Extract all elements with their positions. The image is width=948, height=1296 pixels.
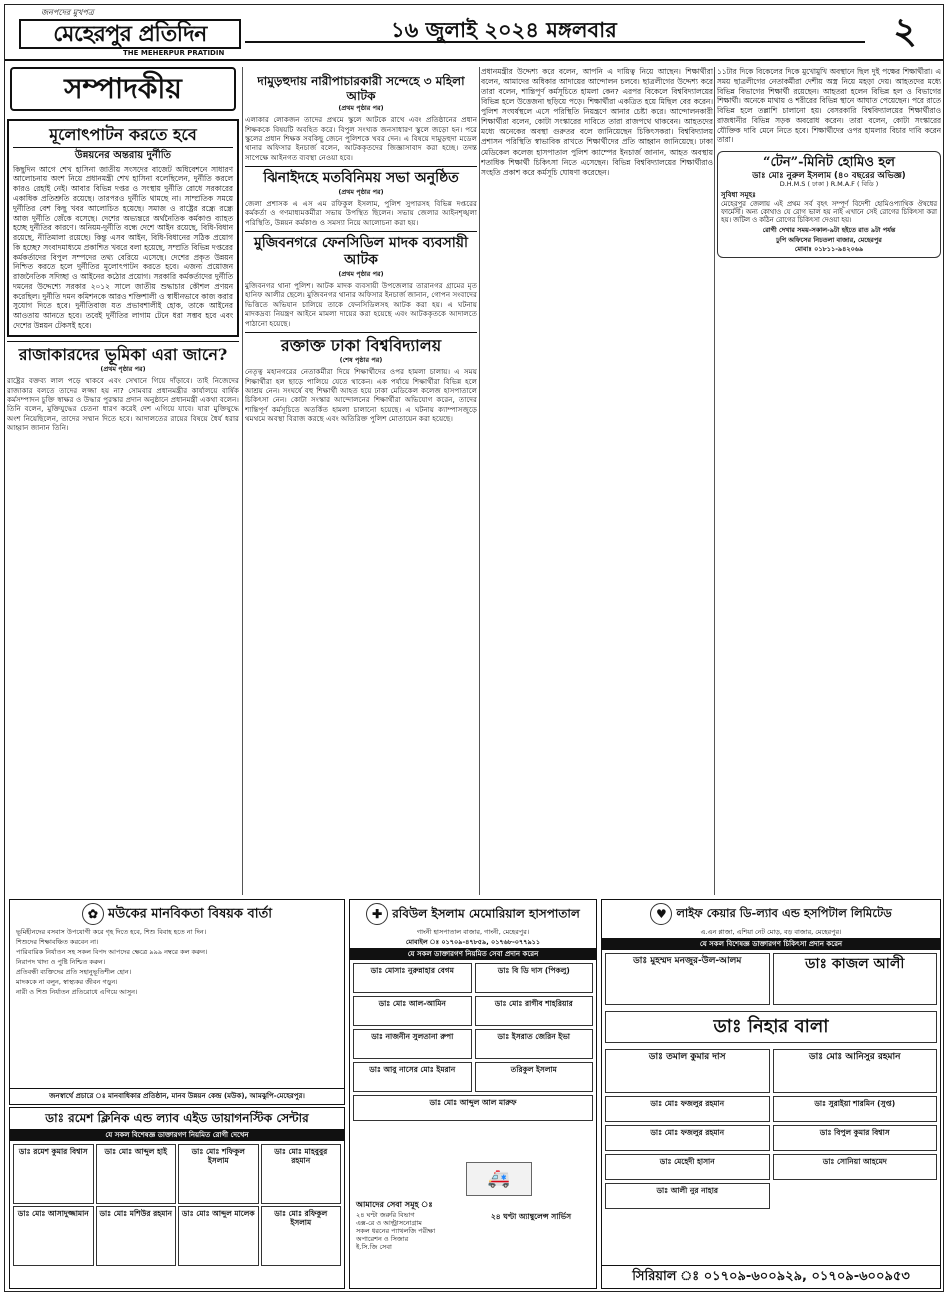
mouk-item: মাদককে না বলুন, স্বাস্থ্যকর জীবন গড়ুন। bbox=[16, 977, 118, 986]
service-item: অপারেশন ও সিজার bbox=[356, 1234, 409, 1243]
robiul-services-list bbox=[356, 1212, 466, 1252]
robiul-doctor-grid bbox=[350, 960, 596, 1095]
column-4 bbox=[717, 67, 941, 895]
hospital-logo-icon: ✚ bbox=[366, 903, 388, 925]
doctor-card: ডাঃ কাজল আলী bbox=[773, 953, 938, 1005]
robiul-ad-phone: মোবাইল ঃ ০১৭০৯-৪৭৮৫৯, ০১৭৬৮-০৭৭৯১১ bbox=[405, 937, 541, 946]
doctor-card: ডাঃ মোঃ আব্দুল হাই bbox=[96, 1144, 177, 1204]
column-3 bbox=[481, 67, 713, 895]
doctor-card: ডাঃ রমেশ কুমার বিশ্বাস bbox=[13, 1144, 94, 1204]
continued-label: (প্রথম পৃষ্ঠার পর) bbox=[338, 104, 384, 113]
editorial-box bbox=[7, 119, 239, 337]
mouk-item: প্রতিবন্ধী ব্যক্তিদের প্রতি সহানুভূতিশীল হোন। bbox=[16, 967, 132, 976]
doctor-card: ডাঃ মোঃ ফজলুর রহমান bbox=[605, 1096, 770, 1122]
continued-label: (প্রথম পৃষ্ঠার পর) bbox=[338, 270, 384, 279]
doctor-card: ডাঃ বিপুল কুমার বিশ্বাস bbox=[773, 1125, 938, 1151]
mouk-ad bbox=[9, 899, 345, 1105]
lifecare-logo-icon: ♥ bbox=[650, 903, 672, 925]
doctor-card: ডাঃ ইসরাত জেরিন ইভা bbox=[475, 1029, 594, 1059]
doctor-card: ডাঃ মোঃ আব্দুল মালেক bbox=[178, 1206, 259, 1266]
robiul-services-title: আমাদের সেবা সমূহ ঃ bbox=[356, 1200, 433, 1209]
mouk-item: পারিবারিক নির্যাতন সহ সকল বিপদ আপদের ক্ষেত্রে ৯৯৯ নম্বরে কল করুন। bbox=[16, 947, 208, 956]
article-body: মুজিবনগর থানা পুলিশ। আটক মাদক ব্যবসায়ী উপজেলার তারানগর গ্রামের মৃত হানিফ আলীর ছেলে। মুজিবনগর থানার অফিসার ইনচার্জ জানান, গোপন সংবাদের ভিত্তিতে অভিযান চালিয়ে তাকে ফেনসিডিলসহ আটক করা হয়। এ ঘটনায় মাদকদ্রব্য নিয়ন্ত্রণ আইনে মামলা দায়ের করা হয়েছে এবং আটককৃতকে আদালতে পাঠানো হয়েছে। bbox=[245, 281, 477, 328]
lifecare-ad-address: এ.এন প্লাজা, এশিয়া নেট মোড়, বড় বাজার, মেহেরপুর। bbox=[700, 928, 842, 936]
masthead-slogan: জনপদের মুখপত্র bbox=[41, 8, 94, 17]
doctor-card: ডাঃ মোঃ ফজলুর রহমান bbox=[605, 1125, 770, 1151]
doctor-card: ডাঃ মোঃ রফিকুল ইসলাম bbox=[261, 1206, 342, 1266]
paper-name-en: THE MEHERPUR PRATIDIN bbox=[123, 49, 225, 57]
doctor-card: ডাঃ মোঃ মাহবুবুর রহমান bbox=[261, 1144, 342, 1204]
homeo-ad-doctor: ডাঃ মোঃ নুরুল ইসলাম (৪০ বছরের অভিজ্ঞ) bbox=[752, 170, 906, 181]
masthead bbox=[5, 5, 944, 61]
column-divider bbox=[714, 67, 715, 895]
homeo-ad-caption: সুবিধা সমূহঃ bbox=[721, 191, 756, 200]
lifecare-ad-title: ♥ লাইফ কেয়ার ডি-ল্যাব এন্ড হসপিটাল লিমিটেড bbox=[602, 900, 940, 928]
doctor-card: ডাঃ তমাল কুমার দাস bbox=[605, 1049, 770, 1093]
continued-label: (শেষ পৃষ্ঠার পর) bbox=[339, 356, 383, 365]
article-headline: রাজাকারদের ভূমিকা এরা জানে? bbox=[7, 341, 239, 365]
editorial-subtitle: উন্নয়নের অন্তরায় দুর্নীতি bbox=[74, 149, 172, 161]
service-item: এক্স-রে ও আল্ট্রাসনোগ্রাম bbox=[356, 1218, 422, 1227]
article-headline: মুজিবনগরে ফেনসিডিল মাদক ব্যবসায়ী আটক bbox=[245, 231, 477, 269]
column-1 bbox=[7, 67, 239, 895]
mouk-ad-title: ✿ মউকের মানবিকতা বিষয়ক বার্তা bbox=[10, 900, 344, 928]
article-body: রাষ্ট্রের বক্তব্য লাল পড়ে থাকবে এবং সেখানে গিয়ে দাঁড়াবে। তাই নিজেদের রাজাকার বলতে তাদের লজ্জা হয় না? সোমবার প্রধানমন্ত্রীর কার্যালয়ে বার্ষিক কর্মসম্পাদন চুক্তি স্বাক্ষর ও উদ্ধার পুরস্কার প্রদান অনুষ্ঠানে প্রধানমন্ত্রী একথা বলেন। তিনি বলেন, মুক্তিযুদ্ধের চেতনা ধারণ করেই দেশ এগিয়ে যাবে। যারা মুক্তিযুদ্ধে অংশ নিয়েছিলেন, তাদের সম্মান দিতে হবে। আদালতের রায়ের বিষয়ে ধৈর্য ধরার আহ্বান জানান তিনি। bbox=[7, 376, 239, 432]
service-item: ই.সি.জি সেবা bbox=[356, 1242, 392, 1251]
doctor-card: ডাঃ নাজনীন সুলতানা রুপা bbox=[353, 1029, 472, 1059]
doctor-card: ডাঃ সোনিয়া আহমেদ bbox=[773, 1154, 938, 1180]
ramesh-clinic-ad bbox=[9, 1107, 345, 1289]
editorial-section-title: সম্পাদকীয় bbox=[10, 67, 236, 111]
lifecare-doctor-grid bbox=[602, 1046, 940, 1212]
robiul-ad-bar: যে সকল ডাক্তারগণ নিয়মিত সেবা প্রদান করেন bbox=[350, 948, 596, 961]
doctor-card: ডাঃ মোঃ আসাদুজ্জামান bbox=[13, 1206, 94, 1266]
article-body: এলাকার লোকজন তাদের প্রথমে স্কুলে আটকে রাখে এবং প্রতিষ্ঠানের প্রধান শিক্ষককে বিষয়টি অবহিত করে। বিপুল সংখ্যক জনসাধারণ স্কুলে জড়ো হন। পরে স্কুলের প্রধান শিক্ষক সবকিছু জেনে পুলিশকে খবর দেন। এ বিষয়ে দামুড়হুদা মডেল থানার অফিসার ইনচার্জ বলেন, আটককৃতদের জিজ্ঞাসাবাদ করা হচ্ছে। তদন্ত সাপেক্ষে আইনগত ব্যবস্থা নেওয়া হবে। bbox=[245, 115, 477, 162]
homeo-ad-body: মেহেরপুর জেলায় এই প্রথম সর্ব বৃহৎ সম্পূর্ণ বিদেশী হোমিওপ্যাথিক ঔষধের ফার্মেসী। অন্য কোথাও যে রোগ ভাল হয় নাই এখানে সেই রোগের চিকিৎসা করা হয়। জটিল ও কঠিন রোগের চিকিৎসা দেওয়া হয়। bbox=[721, 199, 937, 225]
editorial-body: কিছুদিন আগে শেখ হাসিনা জাতীয় সংসদের বাজেট অধিবেশনে সাধারণ আলোচনায় অংশ নিয়ে প্রধানমন্ত্রী শেখ হাসিনা বলেছিলেন, দুর্নীতি করলে কারও রেহাই নেই। আবার বিভিন্ন দপ্তর ও সংস্থায় দুর্নীতি রোধে সরকারের একাধিক প্রতিশ্রুতি রয়েছে। তারপরও দুর্নীতি থামছে না। সাম্প্রতিক সময়ে দুর্নীতির বেশ কিছু খবর আলোচিত হয়েছে। সমাজ ও রাষ্ট্রের রন্ধ্রে রন্ধ্রে আজ দুর্নীতি জেঁকে বসেছে। দেশের অভ্যন্তরে অর্থনৈতিক কর্মকাণ্ড ব্যাহত হচ্ছে দুর্নীতির কারণে। অনিয়ম-দুর্নীতি বন্ধে দেশে আইন রয়েছে, বিধি-বিধান রয়েছে, নীতিমালা রয়েছে। কিন্তু এসব আইন, বিধি-বিধানের সঠিক প্রয়োগ কি হচ্ছে? সংবাদমাধ্যমে প্রকাশিত খবরে বলা হয়েছে, সম্প্রতি বিভিন্ন দপ্তরের কর্মকর্তাদের বিপুল সম্পদের তথ্য বেরিয়ে এসেছে। দেশের প্রকৃত উন্নয়ন নিশ্চিত করতে হলে দুর্নীতির মূলোৎপাটন করতে হবে। এজন্য প্রয়োজন রাজনৈতিক সদিচ্ছা ও আইনের কঠোর প্রয়োগ। সরকারি কর্মকর্তাদের দুর্নীতি দমনের উদ্দেশ্যে সরকার ২০১২ সালে জাতীয় শুদ্ধাচার কৌশল প্রণয়ন করেছিল। দুর্নীতি দমন কমিশনকে আরও শক্তিশালী ও স্বাধীনভাবে কাজ করার সুযোগ দিতে হবে। দুর্নীতিবাজ যত প্রভাবশালীই হোক, তাকে আইনের আওতায় আনতে হবে। তবেই দুর্নীতির লাগাম টেনে ধরা সম্ভব হবে এবং দেশের উন্নয়ন টেকসই হবে। bbox=[13, 164, 233, 330]
paper-name: মেহেরপুর প্রতিদিন bbox=[19, 19, 241, 49]
article-body: ১১টার দিকে বিকেলের দিকে মুখোমুখি অবস্থানে ছিল দুই পক্ষের শিক্ষার্থীরা। এ সময় ছাত্রলীগের নেতাকর্মীরা দেশীয় অস্ত্র নিয়ে মহড়া দেয়। আহতদের মধ্যে বিভিন্ন বিভাগের শিক্ষার্থী রয়েছেন। আহতরা হলেন বিভিন্ন হল ও বিভাগের শিক্ষার্থী। অনেকে মাথায় ও শরীরের বিভিন্ন স্থানে আঘাত পেয়েছেন। পরে রাতে বিভিন্ন হলে তল্লাশি চালানো হয়। বেসরকারি বিশ্ববিদ্যালয়ের শিক্ষার্থীরাও রাজধানীর বিভিন্ন সড়ক অবরোধ করেন। তারা বলেন, কোটা সংস্কারের যৌক্তিক দাবি মেনে নিতে হবে। শিক্ষার্থীদের ওপর হামলার বিচার দাবি করেন তারা। bbox=[717, 67, 941, 145]
issue-date: ১৬ জুলাই ২০২৪ মঙ্গলবার bbox=[391, 17, 617, 42]
article-headline: দামুড়হুদায় নারীপাচারকারী সন্দেহে ৩ মহিলা আটক bbox=[257, 74, 465, 103]
service-item: ২৪ ঘণ্টা জরুরি বিভাগ bbox=[356, 1211, 415, 1219]
doctor-card: ডাঃ মোঃ শফিকুল ইসলাম bbox=[178, 1144, 259, 1204]
mouk-item: নারী ও শিশু নির্যাতন প্রতিরোধে এগিয়ে আসুন। bbox=[16, 987, 138, 996]
lifecare-serial: সিরিয়াল ঃ ০১৭০৯-৬০০৯২৯, ০১৭০৯-৬০০৯৫৩ bbox=[602, 1265, 940, 1288]
ramesh-ad-title: ডাঃ রমেশ ক্লিনিক এন্ড ল্যাব এইড ডায়াগনস্টিক সেন্টার bbox=[45, 1111, 309, 1125]
mouk-logo-icon: ✿ bbox=[82, 903, 104, 925]
continued-label: (প্রথম পৃষ্ঠার পর) bbox=[338, 188, 384, 197]
robiul-hospital-ad bbox=[349, 899, 597, 1289]
lifecare-doctor-grid bbox=[602, 950, 940, 1008]
ambulance-service: ২৪ ঘণ্টা অ্যাম্বুলেন্স সার্ভিস bbox=[490, 1212, 572, 1221]
doctor-card: ডাঃ মুহম্মদ মনজুর-উল-আলম bbox=[605, 953, 770, 1005]
column-divider bbox=[242, 67, 243, 895]
column-2 bbox=[245, 67, 477, 895]
homeo-hall-ad bbox=[717, 151, 941, 258]
ramesh-doctor-grid bbox=[10, 1141, 344, 1269]
doctor-card: ডাঃ আলী নুর নাহার bbox=[605, 1183, 770, 1209]
doctor-card: তরিকুল ইসলাম bbox=[475, 1062, 594, 1092]
doctor-card: ডাঃ মোঃ রাগীব শাহরিয়ার bbox=[475, 996, 594, 1026]
featured-doctor: ডাঃ নিহার বালা bbox=[605, 1011, 937, 1043]
editorial-title: মূলোৎপাটন করতে হবে bbox=[13, 125, 233, 148]
doctor-card: ডাঃ মোঃ আনিসুর রহমান bbox=[773, 1049, 938, 1093]
homeo-ad-address: ঢুপি অফিসের নিচতলা বাজার, মেহেরপুর bbox=[776, 235, 882, 244]
doctor-card: ডাঃ মোঃ আব্দুল আল মারুফ bbox=[353, 1095, 593, 1121]
service-item: সকল ধরনের প্যাথলজি পরীক্ষা bbox=[356, 1226, 436, 1235]
robiul-ad-title: ✚ রবিউল ইসলাম মেমোরিয়াল হাসপাতাল bbox=[350, 900, 596, 928]
article-body: নেতৃত্ব মহানগরের নেতাকর্মীরা দিয়ে শিক্ষার্থীদের ওপর হামলা চালায়। এ সময় শিক্ষার্থীরা হল ছাড়ে পালিয়ে যেতে থাকেন। এক পর্যায়ে শিক্ষার্থীরা বিভিন্ন হলে আশ্রয় নেন। সংঘর্ষে বহু শিক্ষার্থী আহত হয়ে ঢাকা মেডিকেল কলেজ হাসপাতালে চিকিৎসা নেন। কোটা সংস্কার আন্দোলনের শিক্ষার্থীরা অভিযোগ করেন, তাদের শান্তিপূর্ণ কর্মসূচিতে অতর্কিত হামলা চালানো হয়েছে। এ ঘটনায় ক্যাম্পাসজুড়ে থমথমে অবস্থা বিরাজ করছে এবং অতিরিক্ত পুলিশ মোতায়েন করা হয়েছে। bbox=[245, 367, 477, 424]
homeo-ad-title: “টেন”-মিনিট হোমিও হল bbox=[763, 155, 895, 171]
article-body: জেলা প্রশাসক এ এস এম রফিকুল ইসলাম, পুলিশ সুপারসহ বিভিন্ন দপ্তরের কর্মকর্তা ও গণমাধ্যমকর্মীরা সভায় উপস্থিত ছিলেন। সভায় জেলার আইনশৃঙ্খলা পরিস্থিতি, উন্নয়ন কর্মকাণ্ড ও সমস্যা নিয়ে আলোচনা করা হয়। bbox=[245, 198, 477, 227]
mouk-item: নিরাপদ খাদ্য ও পুষ্টি নিশ্চিত করুন। bbox=[16, 957, 106, 966]
lifecare-hospital-ad bbox=[601, 899, 941, 1289]
doctor-card: ডাঃ মোঃ মশিউর রহমান bbox=[96, 1206, 177, 1266]
newspaper-page bbox=[4, 4, 944, 1292]
column-divider bbox=[479, 67, 480, 895]
homeo-ad-hours: রোগী দেখার সময়-সকাল-৯টা হইতে রাত ৯টা পর্যন্ত bbox=[762, 225, 896, 234]
doctor-card: ডাঃ মোঃ আল-আমিন bbox=[353, 996, 472, 1026]
article-body: প্রধানমন্ত্রীর উদ্দেশ্য করে বলেন, আপনি এ দায়িত্ব নিয়ে আছেন। শিক্ষার্থীরা বলেন, আমাদের অধিকার আদায়ের আন্দোলন চলবে। ছাত্রলীগের উদ্দেশ্য করে তারা বলেন, শান্তিপূর্ণ কর্মসূচিতে হামলা কেন? এরপর বিকেলে বিশ্ববিদ্যালয়ের বিভিন্ন হলে উত্তেজনা ছড়িয়ে পড়ে। শিক্ষার্থীরা একত্রিত হয়ে মিছিল বের করেন। পুলিশ সংঘর্ষস্থলে এসে পরিস্থিতি নিয়ন্ত্রণে আনার চেষ্টা করে। আন্দোলনকারী শিক্ষার্থীরা বলেন, কোটা সংস্কারের দাবিতে তারা রাজপথে থাকবেন। আহতদের মধ্যে অনেকের অবস্থা গুরুতর বলে জানিয়েছেন চিকিৎসকরা। বিশ্ববিদ্যালয় প্রশাসন পরিস্থিতি স্বাভাবিক রাখতে শিক্ষার্থীদের প্রতি আহ্বান জানিয়েছে। ঢাকা মেডিকেল কলেজ হাসপাতাল পুলিশ ক্যাম্পের ইনচার্জ জানান, আহত অবস্থায় শতাধিক শিক্ষার্থী চিকিৎসা নিতে এসেছেন। বিভিন্ন বিশ্ববিদ্যালয়ের শিক্ষার্থীরাও সংহতি প্রকাশ করে কর্মসূচি ঘোষণা করেছেন। bbox=[481, 67, 713, 177]
doctor-card: ডাঃ বি ডি দাস (পিকলু) bbox=[475, 963, 594, 993]
ramesh-ad-subtitle: যে সকল বিশেষজ্ঞ ডাক্তারগণ নিয়মিত রোগী দেখেন bbox=[10, 1129, 344, 1142]
page-number: ২ bbox=[893, 10, 917, 52]
article-headline: ঝিনাইদহে মতবিনিময় সভা অনুষ্ঠিত bbox=[245, 166, 477, 187]
doctor-card: ডাঃ সুরাইয়া শারমিন (সুপ্ত) bbox=[773, 1096, 938, 1122]
robiul-ad-address: গাংনী হাসপাতাল বাজার, গাংনী, মেহেরপুর। bbox=[416, 928, 530, 936]
homeo-ad-degree: D.H.M.S ( ঢাকা ) R.M.A.F ( বিডি ) bbox=[779, 180, 879, 189]
homeo-ad-phone: মোবাঃ ০১৮১১-৯৪২০৬৯ bbox=[794, 245, 864, 254]
doctor-card: ডাঃ মোসাঃ নুরুন্নাহার বেগম bbox=[353, 963, 472, 993]
lifecare-ad-bar: যে সকল বিশেষজ্ঞ ডাক্তারগণ চিকিৎসা প্রদান করেন bbox=[602, 938, 940, 951]
mouk-ad-footer: জনস্বার্থে প্রচারে ঃ মানবাধিকার প্রতিষ্ঠান, মানব উন্নয়ন কেন্দ্র (মউক), আমঝুপি-মেহেরপুর। bbox=[10, 1088, 344, 1104]
mouk-item: শিশুদের শিক্ষাবঞ্চিত করবেন না। bbox=[16, 937, 99, 946]
continued-label: (প্রথম পৃষ্ঠার পর) bbox=[100, 365, 146, 374]
mouk-item: ভূমিহীনদের বসবাস উপযোগী করে গৃহ দিতে হবে, শিশু বিবাহ হতে না দিন। bbox=[16, 928, 207, 936]
doctor-card: ডাঃ মেহেদী হাসান bbox=[605, 1154, 770, 1180]
doctor-card: ডাঃ আবু নাসের মোঃ ইমরান bbox=[353, 1062, 472, 1092]
ambulance-icon: 🚑 bbox=[466, 1162, 532, 1196]
article-headline: রক্তাক্ত ঢাকা বিশ্ববিদ্যালয় bbox=[245, 332, 477, 356]
